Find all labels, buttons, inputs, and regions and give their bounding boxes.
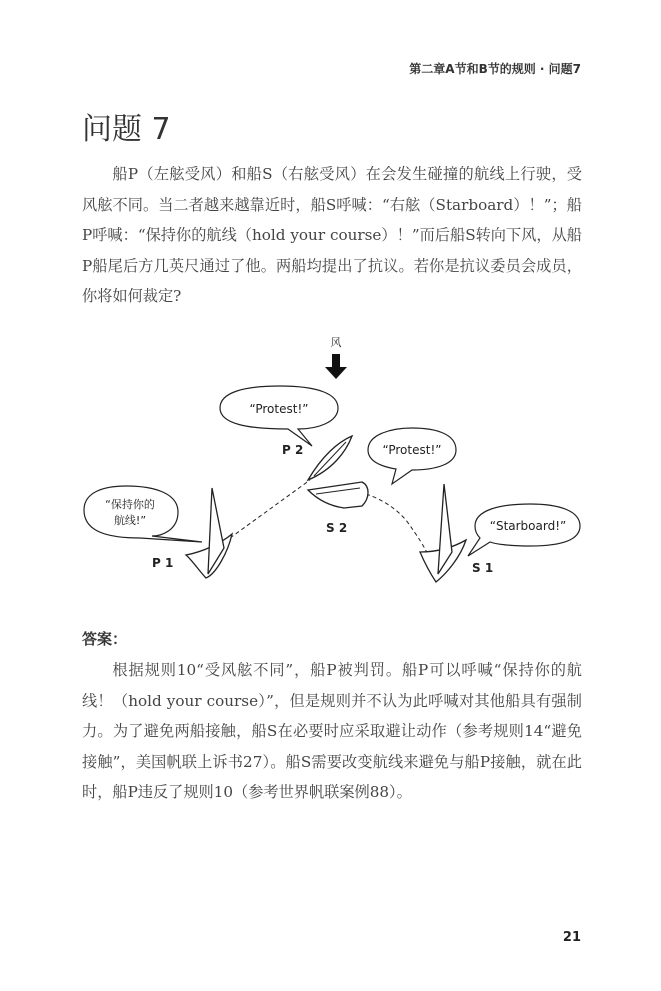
boat-s1 [420, 484, 466, 582]
boat-s2 [308, 482, 368, 508]
label-s2: S 2 [326, 521, 348, 535]
running-header: 第二章A节和B节的规则 · 问题7 [409, 62, 581, 76]
boat-p1 [186, 488, 232, 578]
p1-bubble-text-2: 航线!” [113, 514, 147, 527]
p1-speech-bubble [84, 486, 202, 542]
p1-bubble-text-1: “保持你的 [105, 498, 155, 511]
label-s1: S 1 [472, 561, 494, 575]
page-title: 问题 7 [82, 112, 171, 147]
course-p-line [230, 480, 310, 538]
s2-speech-bubble [368, 428, 456, 484]
s1-bubble-text: “Starboard!” [489, 519, 567, 533]
p2-bubble-text: “Protest!” [249, 402, 309, 416]
boat-p2 [308, 436, 352, 480]
s2-bubble-text: “Protest!” [382, 443, 442, 457]
page-number: 21 [562, 930, 581, 945]
label-p1: P 1 [152, 556, 174, 570]
answer-paragraph: 根据规则10“受风舷不同”，船P被判罚。船P可以呼喊“保持你的航线！（hold your course）”，但是规则并不认为此呼喊对其他船具有强制力。为了避免两船接触，船S在必要时应采取避让动作（参考规则14“避免接触”，美国帆联上诉书27）。船S需要改变航线来避免与船P接触，就在此时，船P违反了规则10（参考世界帆联案例88）。 [82, 661, 582, 802]
sailing-diagram [70, 330, 590, 590]
label-p2: P 2 [282, 443, 304, 457]
p2-speech-bubble [220, 386, 338, 446]
wind-arrow-icon [325, 354, 347, 379]
wind-label: 风 [330, 336, 342, 349]
s1-speech-bubble [468, 504, 580, 556]
answer-label: 答案： [82, 630, 128, 648]
course-s-line [366, 494, 428, 555]
question-paragraph: 船P（左舷受风）和船S（右舷受风）在会发生碰撞的航线上行驶，受风舷不同。当二者越来越靠近时，船S呼喊：“右舷（Starboard）！”；船P呼喊：“保持你的航线（hold your course）！”而后船S转向下风，从船P船尾后方几英尺通过了他。两船均提出了抗议。若你是抗议委员会成员，你将如何裁定? [82, 165, 582, 306]
